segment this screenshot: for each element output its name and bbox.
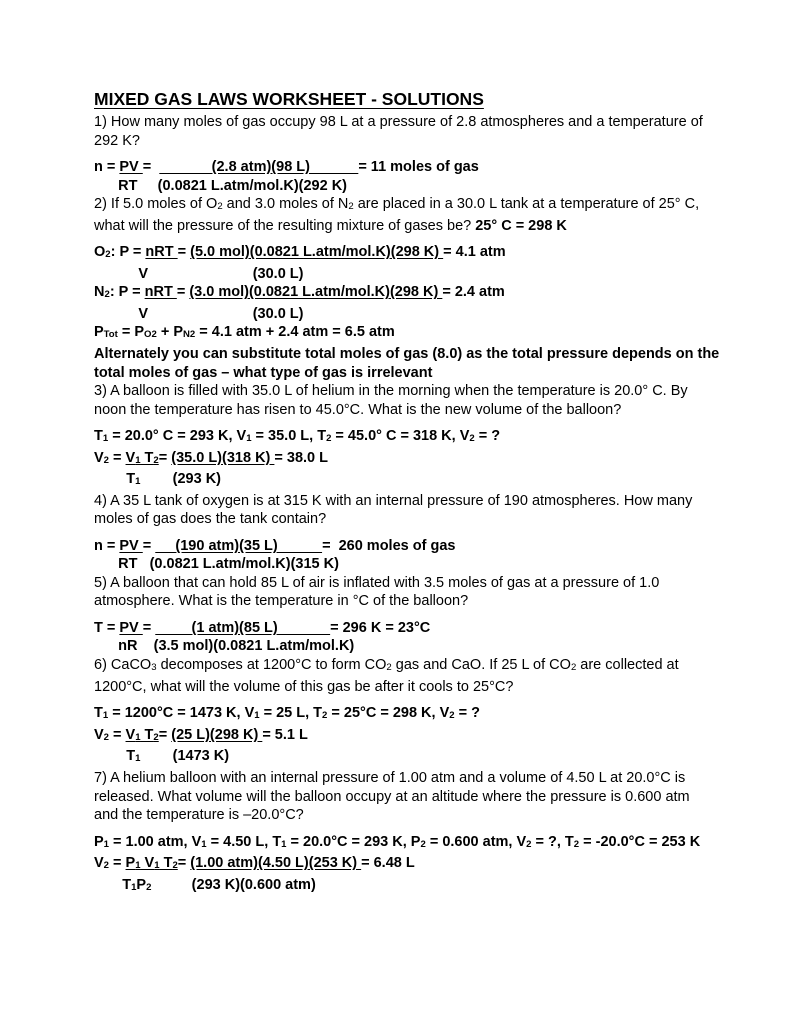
equation-block [94,243,781,382]
text-segment: = 11 moles of gas [358,159,479,175]
subscript-text: 2 [153,454,159,466]
text-segment: V [125,726,136,743]
subscript-text: 1 [102,433,109,445]
text-segment: T [94,471,136,488]
subscript-text: 2 [573,838,580,850]
subscript-text: 2 [104,289,110,301]
text-line [94,704,781,726]
text-segment: PV [119,537,143,554]
text-segment: 6) CaCO [94,656,152,673]
subscript-text: 1 [102,710,109,722]
text-segment: T = [94,619,120,636]
text-line [94,401,781,420]
subscript-text: 2 [449,710,455,722]
text-segment: are collected at [576,656,679,673]
text-segment: (2.8 atm)(98 L) [159,159,359,175]
text-segment: moles of gas does the tank contain? [94,511,327,528]
text-segment: noon the temperature has risen to 45.0°C. What is the new volume of the balloon? [94,401,622,418]
text-line [94,323,781,345]
text-segment: (3.0 mol)(0.0821 L.atm/mol.K)(298 K) [189,284,443,301]
text-segment: 3) A balloon is filled with 35.0 L of helium in the morning when the temperature is 20.0° C. By [94,383,688,400]
blank-line-spacer [94,696,781,704]
text-segment: T [94,705,103,722]
text-segment: P [125,855,136,872]
text-line [94,177,781,196]
problem-paragraph [94,769,781,825]
text-segment: and the temperature is –20.0°C? [94,807,304,824]
text-segment: = 1.00 atm, V [109,833,202,850]
subscript-text: 1 [135,476,141,488]
equation-block [94,619,781,656]
text-segment: = 5.1 L [262,726,308,743]
text-segment: T [94,748,136,765]
text-segment: PV [119,619,143,636]
text-segment: = ? [474,428,501,445]
text-segment: n = [94,537,120,554]
equation-block [94,158,781,195]
subscript-text: Tot [103,329,118,341]
text-segment: : P = [110,244,146,261]
subscript-text: 2 [420,838,426,850]
problem-paragraph [94,195,781,235]
text-segment: (35.0 L)(318 K) [171,449,275,466]
text-segment: = 38.0 L [274,449,329,466]
subscript-text: 1 [135,753,141,765]
text-line [94,555,781,574]
text-segment: = [109,726,126,743]
text-segment: T [94,876,132,893]
text-segment: P [94,833,104,850]
text-segment: = 0.600 atm, V [425,833,527,850]
text-line [94,195,781,217]
text-segment: P [94,324,104,341]
text-segment: 292 K? [94,132,140,149]
text-segment: V [94,726,104,743]
text-segment: nRT [144,284,177,301]
text-segment: 7) A helium balloon with an internal pressure of 1.00 atm and a volume of 4.50 L at 20.0°C is [94,770,686,787]
text-line [94,726,781,748]
text-segment: = -20.0°C = 253 K [579,833,701,850]
text-segment: what will the pressure of the resulting mixture of gases be? [94,217,476,234]
problem-paragraph [94,382,781,419]
text-line [94,243,781,265]
text-line [94,132,781,151]
subscript-text: 1 [281,838,287,850]
subscript-text: 1 [254,710,260,722]
text-line [94,449,781,471]
text-segment: V (30.0 L) [94,305,304,322]
document-body [94,113,781,897]
text-segment: T [140,726,154,743]
blank-line-spacer [94,611,781,619]
text-line [94,265,781,284]
subscript-text: 2 [348,201,354,213]
subscript-text: 2 [386,662,392,674]
text-segment: total moles of gas – what type of gas is irrelevant [94,364,433,381]
subscript-text: 2 [146,881,152,893]
text-segment: P [136,876,147,893]
text-segment: = [109,855,126,872]
text-line [94,510,781,529]
text-segment: V (30.0 L) [94,265,304,282]
subscript-text: 1 [131,881,137,893]
text-segment: released. What volume will the balloon occupy at an altitude where the pressure is 0.600 atm [94,788,690,805]
text-segment: (190 atm)(35 L) [155,537,323,554]
text-segment: nRT [145,244,178,261]
text-line [94,382,781,401]
text-segment: decomposes at 1200°C to form CO [156,656,387,673]
text-segment: 2) If 5.0 moles of O [94,196,218,212]
text-segment: V [125,449,136,466]
subscript-text: N2 [183,329,196,341]
subscript-text: 2 [322,710,328,722]
text-segment: 1200°C, what will the volume of this gas be after it cools to 25°C? [94,678,514,695]
text-segment: = ? [454,705,480,722]
text-segment: RT (0.0821 L.atm/mol.K)(292 K) [94,177,348,194]
text-line [94,876,781,898]
text-line [94,769,781,788]
text-segment: = 260 moles of gas [322,537,456,554]
text-segment: V [94,855,104,872]
text-segment: gas and CaO. If 25 L of CO [391,656,571,673]
text-line [94,217,781,236]
text-line [94,833,781,855]
text-segment: 1) How many moles of gas occupy 98 L at a pressure of 2.8 atmospheres and a temperature of [94,114,703,130]
text-segment: = 25 L, T [259,705,323,722]
text-segment: = 4.1 atm + 2.4 atm = 6.5 atm [195,324,395,341]
text-line [94,788,781,807]
text-segment: = [176,284,190,301]
text-line [94,345,781,364]
text-segment: (293 K)(0.600 atm) [151,876,316,893]
text-segment: T [140,449,154,466]
text-line [94,158,781,177]
subscript-text: 1 [201,838,207,850]
text-line [94,574,781,593]
text-segment: (25 L)(298 K) [171,726,263,743]
text-segment: = P [117,324,145,341]
text-line [94,113,781,132]
text-segment: (1473 K) [140,748,230,765]
text-line [94,678,781,697]
subscript-text: 2 [103,454,109,466]
text-segment: 25° C = 298 K [475,217,567,234]
text-line [94,537,781,556]
text-segment: (1.00 atm)(4.50 L)(253 K) [190,855,362,872]
worksheet-title: MIXED GAS LAWS WORKSHEET - SOLUTIONS [94,89,484,109]
text-segment: = [158,726,172,743]
equation-block [94,833,781,898]
text-segment: = 2.4 atm [442,284,505,301]
text-segment: = 4.1 atm [443,244,506,261]
subscript-text: 2 [469,433,475,445]
subscript-text: 2 [103,731,109,743]
text-segment: PV [119,159,143,175]
equation-block [94,427,781,492]
text-segment: = 35.0 L, T [251,428,327,445]
text-segment: are placed in a 30.0 L tank at a temperature of 25° C, [353,196,700,212]
text-line [94,427,781,449]
text-segment: = 25°C = 298 K, V [327,705,450,722]
text-segment: = [177,244,191,261]
text-segment: + P [156,324,184,341]
subscript-text: 2 [103,860,109,872]
text-line [94,305,781,324]
text-line [94,854,781,876]
text-segment: = 45.0° C = 318 K, V [331,428,470,445]
text-segment: = [142,537,156,554]
text-line [94,656,781,678]
text-segment: = [158,449,172,466]
blank-line-spacer [94,825,781,833]
text-segment: (293 K) [140,471,222,488]
blank-line-spacer [94,419,781,427]
text-segment: O [94,244,106,261]
text-line [94,470,781,492]
text-segment: V [140,855,155,872]
text-line [94,806,781,825]
subscript-text: 1 [154,860,160,872]
subscript-text: 1 [135,860,141,872]
problem-paragraph [94,113,781,150]
text-segment: (1 atm)(85 L) [155,619,331,636]
text-segment: RT (0.0821 L.atm/mol.K)(315 K) [94,556,339,573]
subscript-text: 2 [526,838,532,850]
text-segment: : P = [109,284,145,301]
subscript-text: 2 [326,433,332,445]
blank-line-spacer [94,529,781,537]
text-segment: = 4.50 L, T [206,833,282,850]
subscript-text: 3 [151,662,157,674]
text-segment: = 296 K = 23°C [330,619,431,636]
text-segment: (5.0 mol)(0.0821 L.atm/mol.K)(298 K) [190,244,444,261]
text-segment: = 6.48 L [361,855,415,872]
text-segment: = [142,159,160,175]
text-segment: = [109,449,126,466]
text-segment: = [142,619,156,636]
text-segment: T [94,428,103,445]
problem-paragraph [94,492,781,529]
problem-paragraph [94,656,781,696]
equation-block [94,537,781,574]
text-segment: 4) A 35 L tank of oxygen is at 315 K with an internal pressure of 190 atmospheres. How many [94,492,693,509]
subscript-text: 1 [135,731,141,743]
text-segment: Alternately you can substitute total moles of gas (8.0) as the total pressure depends on the [94,346,720,363]
subscript-text: O2 [144,329,157,341]
text-segment: n = [94,159,120,175]
text-segment: = 20.0° C = 293 K, V [108,428,247,445]
text-segment: V [94,449,104,466]
text-line [94,592,781,611]
subscript-text: 2 [217,201,223,213]
problem-paragraph [94,574,781,611]
text-line [94,747,781,769]
subscript-text: 2 [153,731,159,743]
text-segment [126,727,159,743]
text-segment [126,855,178,871]
text-line [94,364,781,383]
blank-line-spacer [94,150,781,158]
text-segment [126,450,159,466]
text-segment: = ?, T [531,833,574,850]
subscript-text: 1 [246,433,252,445]
equation-block [94,704,781,769]
text-segment: T [159,855,173,872]
text-segment: atmosphere. What is the temperature in °C of the balloon? [94,593,469,610]
text-segment: nR (3.5 mol)(0.0821 L.atm/mol.K) [94,638,355,655]
text-segment: = 1200°C = 1473 K, V [108,705,255,722]
text-line [94,283,781,305]
text-line [94,619,781,638]
text-line [94,492,781,511]
text-segment: = [177,855,191,872]
text-line [94,637,781,656]
text-segment: N [94,284,105,301]
subscript-text: 2 [105,249,111,261]
text-segment: = 20.0°C = 293 K, P [286,833,421,850]
subscript-text: 2 [172,860,178,872]
text-segment: and 3.0 moles of N [222,196,349,212]
text-segment: 5) A balloon that can hold 85 L of air is inflated with 3.5 moles of gas at a pressure of 1.0 [94,574,660,591]
subscript-text: 1 [103,838,109,850]
blank-line-spacer [94,235,781,243]
subscript-text: 1 [135,454,141,466]
subscript-text: 2 [570,662,577,674]
